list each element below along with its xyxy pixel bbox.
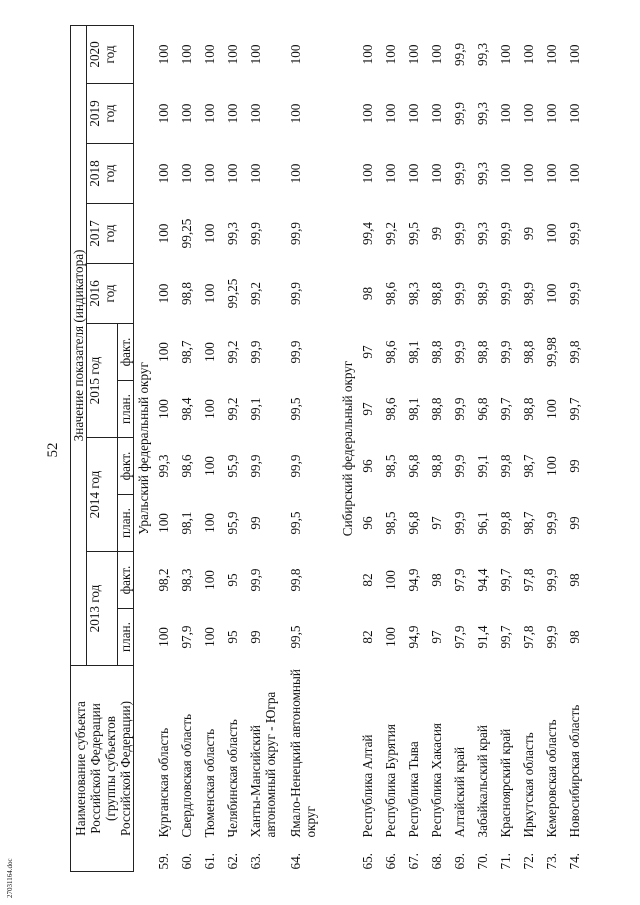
- group-row: [134, 25, 157, 871]
- indicator-value: 100: [288, 103, 303, 124]
- subject-name-line: Российской Федерации: [88, 703, 103, 834]
- indicator-value: 98: [429, 573, 444, 587]
- fact-header: факт.: [118, 438, 134, 495]
- year-2015-header: 2015 год: [87, 324, 118, 438]
- region-name: Республика Бурятия: [383, 724, 398, 838]
- indicator-value: 99,8: [288, 568, 303, 592]
- indicator-value: 98,3: [406, 281, 421, 306]
- indicator-value: 99,9: [452, 397, 467, 421]
- table-row: [179, 25, 202, 871]
- indicator-value: 100: [156, 627, 171, 647]
- indicator-value: 82: [360, 573, 375, 587]
- indicator-value: 100: [544, 223, 559, 244]
- region-name: Ямало-Ненецкий автономный округ: [288, 669, 318, 838]
- table-row: [498, 25, 521, 871]
- indicator-value: 100: [544, 399, 559, 419]
- indicator-value: 99,5: [288, 397, 303, 421]
- indicator-value: 99,5: [406, 221, 421, 246]
- region-name: Республика Тыва: [406, 741, 421, 838]
- indicator-value: 100: [202, 456, 217, 476]
- indicator-value: 100: [156, 513, 171, 533]
- indicator-value: 100: [156, 103, 171, 124]
- indicator-value: 100: [406, 103, 421, 124]
- indicator-value: 97: [429, 516, 444, 530]
- indicator-value: 82: [360, 630, 375, 644]
- indicator-value: 99,8: [498, 454, 513, 478]
- indicator-value: 100: [202, 342, 217, 362]
- indicator-value: 99,5: [288, 625, 303, 649]
- indicator-value: 99,3: [156, 454, 171, 478]
- indicator-value: 98: [360, 286, 375, 301]
- year-2018-header: [87, 144, 134, 204]
- indicator-value: 100: [544, 456, 559, 476]
- indicator-value: 100: [360, 163, 375, 184]
- indicator-value: 99,3: [475, 101, 490, 126]
- indicator-value: 100: [429, 44, 444, 65]
- indicator-value: 98,8: [521, 397, 536, 421]
- row-number: 70.: [475, 853, 490, 870]
- table-row: [567, 25, 590, 871]
- indicator-value: 99,25: [179, 218, 194, 249]
- indicator-value: 98,5: [383, 454, 398, 478]
- row-number: 72.: [521, 853, 536, 870]
- footer-file-code: [4, 858, 24, 898]
- indicator-value: 98,6: [383, 397, 398, 421]
- indicator-value: 96,1: [475, 511, 490, 535]
- table-row: [156, 25, 179, 871]
- row-number: 59.: [156, 853, 171, 870]
- year-2019-header: [87, 84, 134, 144]
- indicator-value: 100: [225, 44, 240, 65]
- indicator-value: 95: [225, 630, 240, 644]
- table-row: [406, 25, 429, 871]
- indicator-value: 97: [360, 345, 375, 359]
- indicator-value: 100: [498, 103, 513, 124]
- indicator-value: 99,9: [452, 454, 467, 478]
- indicator-value: 98,2: [156, 568, 171, 592]
- indicator-value: 91,4: [475, 625, 490, 649]
- indicator-value: 97,9: [179, 625, 194, 649]
- subject-name-line: (группы субъектов: [103, 716, 118, 821]
- indicator-value: 98,1: [406, 340, 421, 364]
- indicator-value: 98,6: [383, 281, 398, 306]
- indicator-value: 100: [288, 163, 303, 184]
- row-number: 64.: [288, 853, 303, 870]
- indicator-value: 100: [156, 223, 171, 244]
- indicator-value: 100: [544, 163, 559, 184]
- region-name: Свердловская область: [179, 713, 194, 838]
- indicator-value: 99,2: [248, 281, 263, 306]
- indicator-value: 100: [567, 44, 582, 65]
- indicator-value: 100: [202, 627, 217, 647]
- indicator-value: 99,7: [498, 568, 513, 592]
- year-unit: год: [102, 224, 117, 243]
- row-number: 65.: [360, 853, 375, 870]
- indicator-value: 99,2: [383, 221, 398, 246]
- indicator-value: 99,8: [567, 340, 582, 364]
- indicator-value: 99,9: [544, 568, 559, 592]
- indicator-value: 100: [179, 163, 194, 184]
- indicator-value: 97,8: [521, 568, 536, 592]
- indicator-value: 99,9: [452, 221, 467, 246]
- indicator-value: 100: [248, 44, 263, 65]
- indicator-value: 98,9: [521, 281, 536, 306]
- indicator-value: 99,9: [544, 625, 559, 649]
- indicator-value: 100: [521, 163, 536, 184]
- indicator-value: 99,9: [248, 340, 263, 364]
- indicator-value: 100: [156, 342, 171, 362]
- indicator-value: 100: [179, 103, 194, 124]
- indicator-value: 98,6: [179, 454, 194, 478]
- indicator-value: 100: [156, 44, 171, 65]
- indicator-value: 99,9: [498, 281, 513, 306]
- indicator-value: 100: [202, 44, 217, 65]
- indicator-value: 98,9: [475, 281, 490, 306]
- indicator-value: 96,8: [406, 511, 421, 535]
- region-name: Новосибирская область: [567, 704, 582, 838]
- indicator-value: 100: [429, 163, 444, 184]
- indicator-value: 98,1: [179, 511, 194, 535]
- indicator-value: 100: [567, 163, 582, 184]
- indicator-value: 100: [567, 103, 582, 124]
- fact-header: факт.: [118, 552, 134, 609]
- indicator-value: 98,1: [406, 397, 421, 421]
- year-label: 2019: [87, 100, 102, 127]
- rotated-content: [40, 20, 630, 880]
- year-unit: год: [102, 45, 117, 64]
- region-name: Республика Алтай: [360, 734, 375, 838]
- row-number: 61.: [202, 853, 217, 870]
- indicator-value: 97: [429, 630, 444, 644]
- indicator-value: 99,9: [288, 281, 303, 306]
- indicator-value: 100: [498, 44, 513, 65]
- row-number: 68.: [429, 853, 444, 870]
- indicator-value: 99,98: [544, 337, 559, 367]
- indicator-value: 94,4: [475, 568, 490, 592]
- indicator-value: 100: [360, 44, 375, 65]
- row-number: 66.: [383, 853, 398, 870]
- indicator-value: 100: [544, 283, 559, 304]
- indicator-value: 95,9: [225, 511, 240, 535]
- indicator-value: 99,7: [567, 397, 582, 421]
- row-number: 69.: [452, 853, 467, 870]
- indicator-value: 100: [521, 44, 536, 65]
- subject-name-line: Наименование субъекта: [73, 701, 88, 836]
- indicator-value: 94,9: [406, 568, 421, 592]
- indicator-value: 99,9: [452, 101, 467, 126]
- indicator-value: 98: [567, 573, 582, 587]
- region-name: Иркутская область: [521, 732, 536, 838]
- indicator-value: 99,25: [225, 278, 240, 309]
- indicator-value: 99,5: [288, 511, 303, 535]
- indicator-value: 100: [202, 570, 217, 590]
- indicator-value: 100: [202, 283, 217, 304]
- indicator-value: 99,9: [567, 281, 582, 306]
- indicator-value: 98,8: [429, 281, 444, 306]
- year-unit: год: [102, 284, 117, 303]
- indicator-value: 98,7: [521, 511, 536, 535]
- indicator-value: 100: [179, 44, 194, 65]
- region-name: Красноярский край: [498, 728, 513, 838]
- year-unit: год: [102, 164, 117, 183]
- federal-district-title: Сибирский федеральный округ: [340, 360, 355, 537]
- indicator-value: 95: [225, 573, 240, 587]
- year-2017-header: [87, 204, 134, 264]
- page-number: 52: [45, 442, 61, 458]
- indicator-value: 96: [360, 516, 375, 530]
- indicator-value: 100: [406, 163, 421, 184]
- indicator-value: 99,3: [475, 42, 490, 66]
- table-row: [521, 25, 544, 871]
- indicator-value: 99: [567, 516, 582, 530]
- region-name: Ханты-Мансийский автономный округ - Югра: [248, 691, 278, 838]
- indicator-value: 99,3: [225, 221, 240, 246]
- indicator-value: 94,9: [406, 625, 421, 649]
- indicator-value: 100: [383, 44, 398, 65]
- indicator-value: 99,9: [498, 340, 513, 364]
- region-name: Алтайский край: [452, 746, 467, 838]
- plan-header: план.: [118, 495, 134, 552]
- footer-file-code-text: 27031164.doc: [6, 858, 14, 898]
- table-row: [225, 25, 248, 871]
- indicator-value: 99,9: [248, 568, 263, 592]
- year-2014-header: 2014 год: [87, 438, 118, 552]
- table-body: [134, 25, 591, 871]
- indicator-value: 99,9: [248, 221, 263, 246]
- indicator-value: 99,9: [452, 161, 467, 186]
- indicator-value: 100: [406, 44, 421, 65]
- table-row: [544, 25, 567, 871]
- table-row: [248, 25, 288, 871]
- indicator-value: 99,2: [225, 397, 240, 421]
- indicator-value: 99,9: [498, 221, 513, 246]
- table-row: [475, 25, 498, 871]
- plan-header: план.: [118, 609, 134, 666]
- row-number: 63.: [248, 853, 263, 870]
- year-label: 2020: [87, 41, 102, 68]
- indicator-value: 99,7: [498, 397, 513, 421]
- indicator-value: 100: [544, 44, 559, 65]
- indicator-value: 99,2: [225, 340, 240, 364]
- year-2016-header: [87, 264, 134, 324]
- table-row: [429, 25, 452, 871]
- spacer-cell: [318, 25, 338, 871]
- region-name: Кемеровская область: [544, 719, 559, 838]
- indicator-value: 98: [567, 630, 582, 644]
- indicator-value: 100: [288, 44, 303, 65]
- indicator-value: 99,9: [288, 454, 303, 478]
- indicator-value: 96,8: [475, 397, 490, 421]
- year-2020-header: [87, 25, 134, 83]
- group-row: [338, 25, 360, 871]
- indicator-value: 100: [383, 163, 398, 184]
- indicator-value: 99,3: [475, 161, 490, 186]
- indicator-value: 99,9: [288, 340, 303, 364]
- indicator-value: 99,3: [475, 221, 490, 246]
- indicator-value: 98,7: [179, 340, 194, 364]
- row-number: 62.: [225, 853, 240, 870]
- region-name: Челябинская область: [225, 719, 240, 838]
- indicator-value: 97,9: [452, 568, 467, 592]
- row-number: 67.: [406, 853, 421, 870]
- table-row: [360, 25, 383, 871]
- indicator-value: 100: [248, 103, 263, 124]
- plan-header: план.: [118, 381, 134, 438]
- indicator-value: 99: [521, 226, 536, 241]
- spacer-row: [318, 25, 338, 871]
- indicator-value: 98,7: [521, 454, 536, 478]
- indicator-value: 100: [156, 283, 171, 304]
- federal-district-title: Уральский федеральный округ: [136, 362, 151, 535]
- indicator-table: [70, 25, 590, 872]
- indicator-value: 97,8: [521, 625, 536, 649]
- region-name: Тюменская область: [202, 728, 217, 838]
- indicator-value: 99,1: [248, 397, 263, 421]
- fact-header: факт.: [118, 324, 134, 381]
- indicator-value: 99,9: [248, 454, 263, 478]
- indicator-value: 98,4: [179, 397, 194, 421]
- indicator-value: 98,8: [429, 340, 444, 364]
- region-name: Республика Хакасия: [429, 723, 444, 838]
- year-unit: год: [102, 104, 117, 123]
- indicator-value: 100: [544, 103, 559, 124]
- indicator-value: 100: [202, 163, 217, 184]
- indicator-value: 99: [567, 459, 582, 473]
- indicator-value: 100: [156, 163, 171, 184]
- indicator-value: 96: [360, 459, 375, 473]
- table-row: [288, 25, 318, 871]
- row-number: 60.: [179, 853, 194, 870]
- indicator-value: 95,9: [225, 454, 240, 478]
- indicator-value: 99,9: [288, 221, 303, 246]
- indicator-value: 99,9: [452, 511, 467, 535]
- indicator-value: 99,9: [452, 340, 467, 364]
- indicator-header: Значение показателя (индикатора): [71, 25, 87, 665]
- row-number: 74.: [567, 853, 582, 870]
- table-row: [202, 25, 225, 871]
- indicator-value: 99: [248, 630, 263, 644]
- table-row: [383, 25, 406, 871]
- indicator-value: 100: [202, 513, 217, 533]
- indicator-value: 97: [360, 402, 375, 416]
- indicator-value: 99,8: [498, 511, 513, 535]
- year-label: 2016: [87, 280, 102, 307]
- indicator-value: 100: [429, 103, 444, 124]
- indicator-value: 99,9: [567, 221, 582, 246]
- indicator-value: 98,8: [475, 340, 490, 364]
- indicator-value: 99,1: [475, 454, 490, 478]
- indicator-value: 99: [429, 226, 444, 241]
- indicator-value: 100: [225, 103, 240, 124]
- indicator-value: 100: [202, 103, 217, 124]
- region-name: Курганская область: [156, 727, 171, 838]
- indicator-value: 100: [383, 627, 398, 647]
- indicator-value: 100: [202, 399, 217, 419]
- indicator-value: 99: [248, 516, 263, 530]
- indicator-value: 98,3: [179, 568, 194, 592]
- subject-name-line: Российской Федерации): [118, 701, 133, 836]
- indicator-value: 100: [521, 103, 536, 124]
- row-number: 73.: [544, 853, 559, 870]
- indicator-value: 98,8: [429, 454, 444, 478]
- indicator-value: 100: [383, 103, 398, 124]
- indicator-value: 100: [248, 163, 263, 184]
- indicator-value: 99,9: [544, 511, 559, 535]
- indicator-value: 100: [360, 103, 375, 124]
- year-label: 2017: [87, 220, 102, 247]
- indicator-value: 99,4: [360, 221, 375, 246]
- indicator-value: 100: [383, 570, 398, 590]
- year-2013-header: 2013 год: [87, 552, 118, 666]
- indicator-value: 100: [225, 163, 240, 184]
- indicator-value: 96,8: [406, 454, 421, 478]
- indicator-value: 98,5: [383, 511, 398, 535]
- indicator-value: 98,8: [179, 281, 194, 306]
- indicator-value: 99,9: [452, 281, 467, 306]
- indicator-value: 100: [498, 163, 513, 184]
- indicator-value: 98,8: [521, 340, 536, 364]
- table-row: [452, 25, 475, 871]
- indicator-value: 98,6: [383, 340, 398, 364]
- indicator-value: 99,7: [498, 625, 513, 649]
- region-name: Забайкальский край: [475, 725, 490, 838]
- indicator-value: 97,9: [452, 625, 467, 649]
- indicator-value: 99,9: [452, 42, 467, 66]
- indicator-value: 100: [156, 399, 171, 419]
- indicator-value: 100: [202, 223, 217, 244]
- indicator-value: 98,8: [429, 397, 444, 421]
- subject-name-header: [71, 666, 134, 872]
- row-number: 71.: [498, 853, 513, 870]
- year-label: 2018: [87, 160, 102, 187]
